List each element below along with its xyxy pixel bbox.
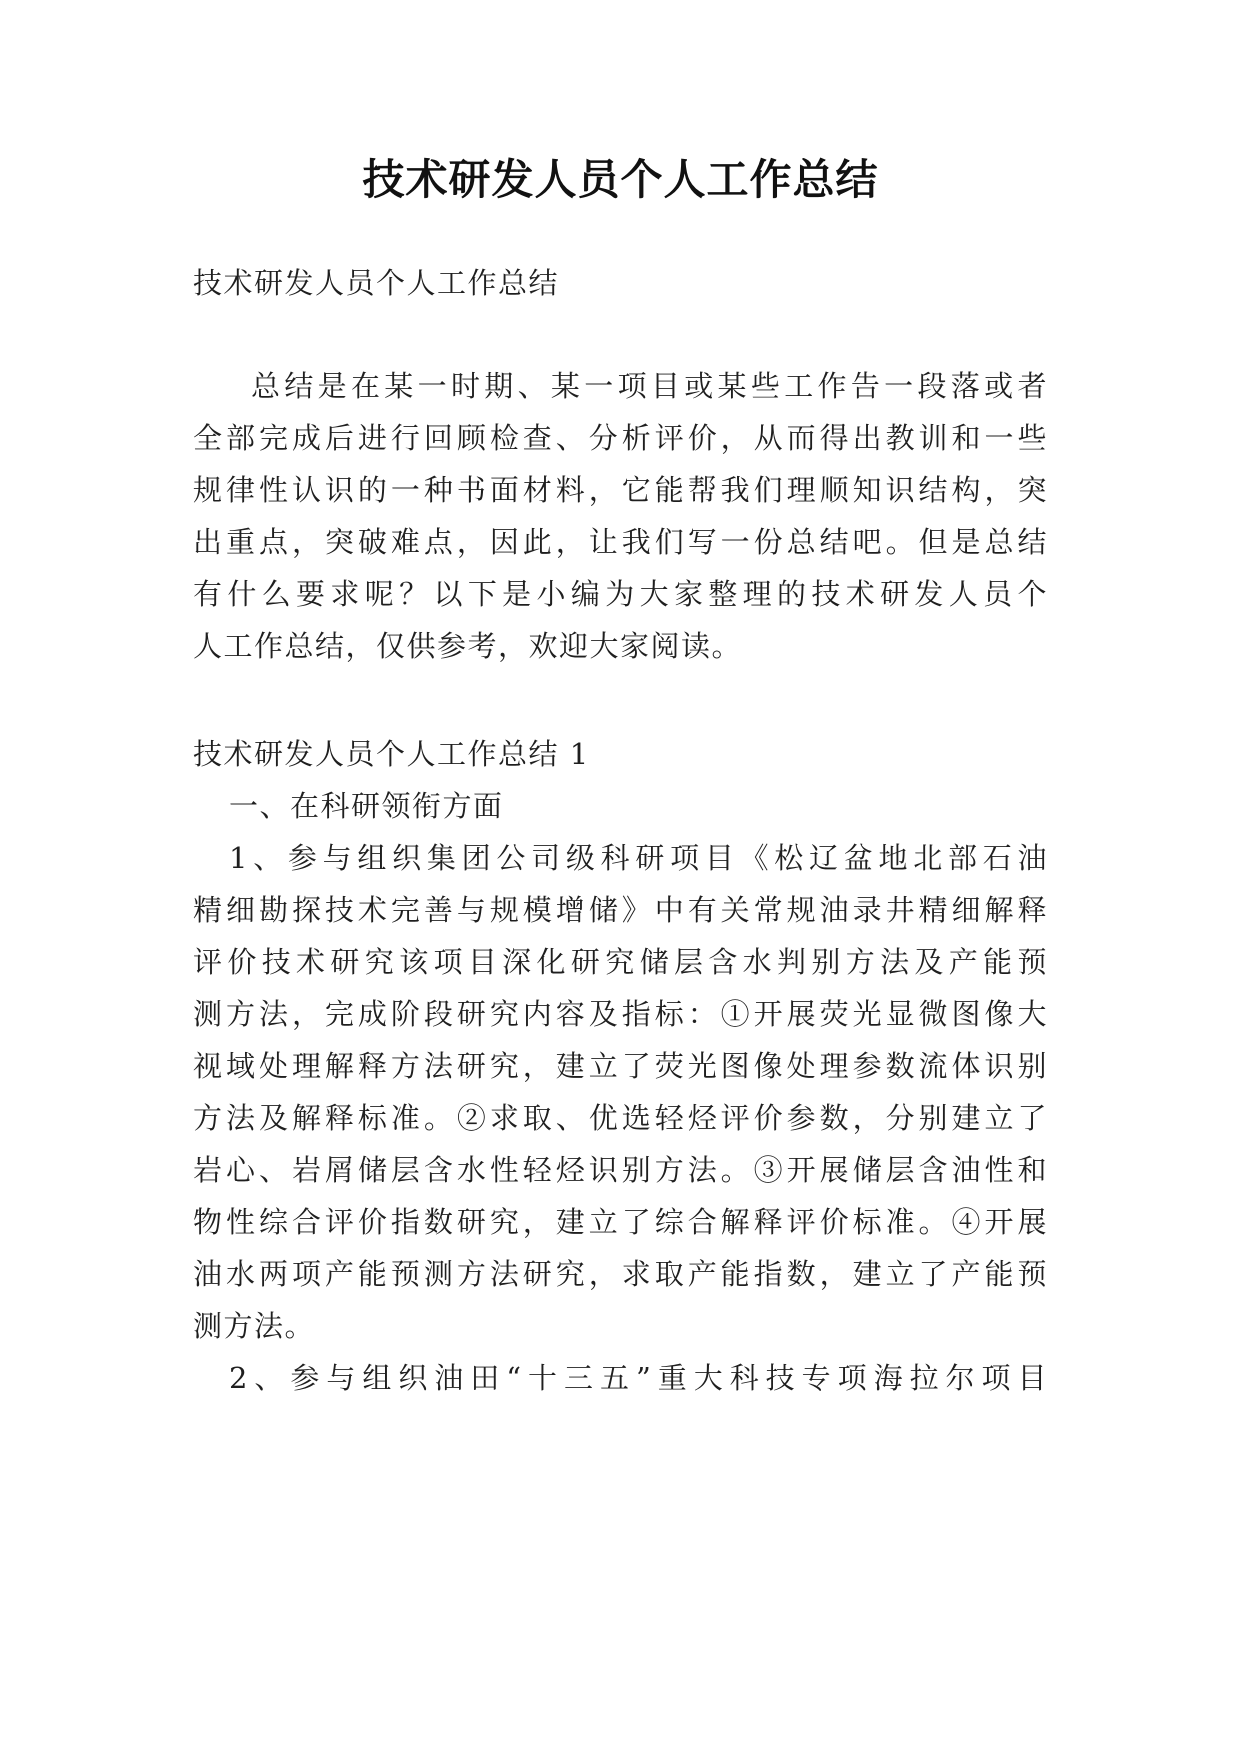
item-line: 2、参与组织油田“十三五”重大科技专项海拉尔项目 — [229, 1361, 1048, 1395]
item-line: 方法及解释标准。②求取、优选轻烃评价参数，分别建立了 — [193, 1101, 1048, 1135]
intro-line: 人工作总结，仅供参考，欢迎大家阅读。 — [193, 629, 743, 663]
item-line: 1、参与组织集团公司级科研项目《松辽盆地北部石油 — [229, 841, 1048, 875]
intro-line: 总结是在某一时期、某一项目或某些工作告一段落或者 — [251, 369, 1048, 403]
item-line: 视域处理解释方法研究，建立了荧光图像处理参数流体识别 — [193, 1049, 1048, 1083]
intro-line: 有什么要求呢？以下是小编为大家整理的技术研发人员个 — [193, 577, 1048, 611]
item-line: 油水两项产能预测方法研究，求取产能指数，建立了产能预 — [193, 1257, 1048, 1291]
subsection-heading: 一、在科研领衔方面 — [229, 789, 504, 823]
intro-line: 出重点，突破难点，因此，让我们写一份总结吧。但是总结 — [193, 525, 1048, 559]
item-line: 精细勘探技术完善与规模增储》中有关常规油录井精细解释 — [193, 893, 1048, 927]
item-line: 测方法，完成阶段研究内容及指标：①开展荧光显微图像大 — [193, 997, 1048, 1031]
intro-line: 全部完成后进行回顾检查、分析评价，从而得出教训和一些 — [193, 421, 1048, 455]
item-line: 岩心、岩屑储层含水性轻烃识别方法。③开展储层含油性和 — [193, 1153, 1048, 1187]
item-line: 物性综合评价指数研究，建立了综合解释评价标准。④开展 — [193, 1205, 1048, 1239]
section-heading: 技术研发人员个人工作总结 1 — [193, 737, 590, 771]
document-subtitle: 技术研发人员个人工作总结 — [193, 266, 560, 300]
document-title: 技术研发人员个人工作总结 — [362, 155, 879, 204]
item-line: 评价技术研究该项目深化研究储层含水判别方法及产能预 — [193, 945, 1048, 979]
intro-line: 规律性认识的一种书面材料，它能帮我们理顺知识结构，突 — [193, 473, 1048, 507]
item-line: 测方法。 — [193, 1309, 316, 1343]
